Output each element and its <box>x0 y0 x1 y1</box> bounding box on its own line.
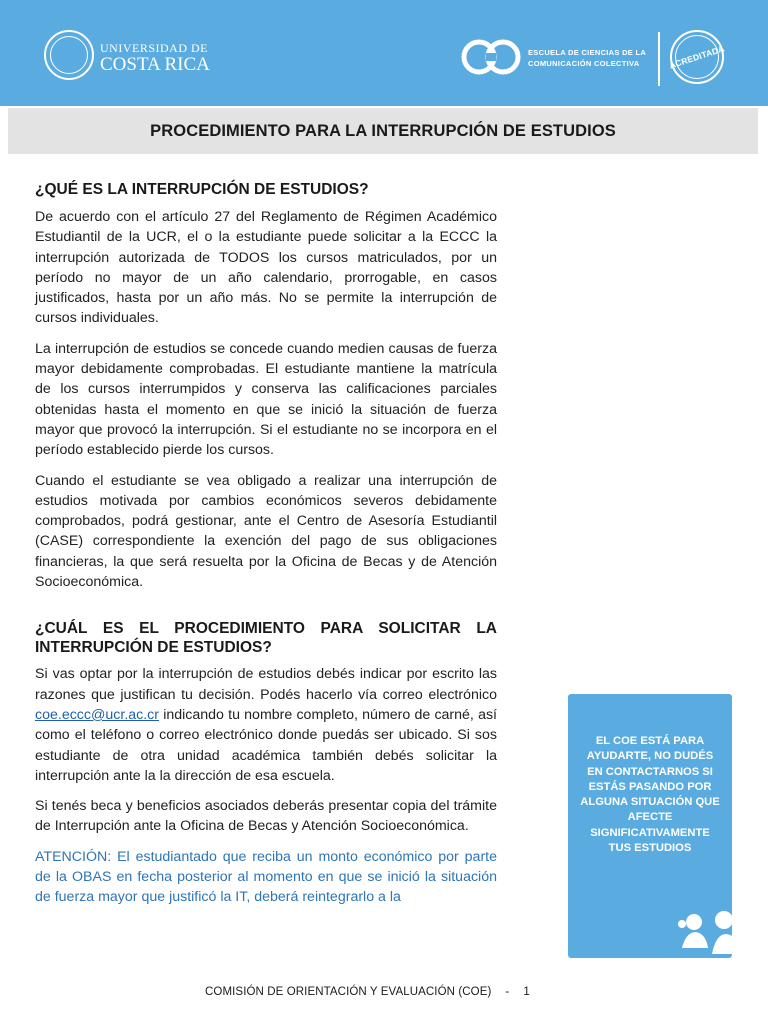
ucr-logo-text <box>100 42 210 74</box>
page-footer <box>205 986 530 998</box>
attention-paragraph: ATENCIÓN: El estudiantado que reciba un monto económico por parte de la OBAS en fecha posterior al momento en que se inició la situación de fuerza mayor que justificó la IT, deberá reintegrarlo a la <box>35 848 497 906</box>
school-name <box>528 47 646 69</box>
footer-text: COMISIÓN DE ORIENTACIÓN Y EVALUACIÓN (COE) <box>205 986 492 998</box>
ucr-name-line1: UNIVERSIDAD DE <box>100 41 208 55</box>
eccc-logo-icon <box>460 38 522 76</box>
page-number: 1 <box>523 986 530 998</box>
section2-paragraph2: Si tenés beca y beneficios asociados deberás presentar copia del trámite de Interrupción ante la Oficina de Becas y Atención Socioeconómica. <box>35 798 497 835</box>
coe-message: EL COE ESTÁ PARA AYUDARTE, NO DUDÉS EN CONTACTARNOS SI ESTÁS PASANDO POR ALGUNA SITUACIÓN QUE AFECTE SIGNIFICATIVAMENTE TUS ESTUDIOS <box>580 735 720 855</box>
title-bar <box>8 108 758 154</box>
school-name-line2: COMUNICACIÓN COLECTIVA <box>528 59 640 68</box>
section2-p1-text-before: Si vas optar por la interrupción de estudios debés indicar por escrito las razones que justifican tu decisión. Podés hacerlo vía correo electrónico <box>35 666 497 703</box>
accreditation-label: ACREDITADA <box>668 43 726 71</box>
section1-heading: ¿QUÉ ES LA INTERRUPCIÓN DE ESTUDIOS? <box>35 181 369 198</box>
section2-p1-text-after: indicando tu nombre completo, número de carné, así como el teléfono o correo electrónico donde puedás ser ubicado. Si sos estudiante de otra unidad académica también debés solicitar la interrupción ante la la dirección de esa escuela. <box>35 706 497 784</box>
ucr-name-line2: COSTA RICA <box>100 54 210 75</box>
accreditation-seal-icon <box>670 30 724 84</box>
main-content <box>35 180 497 908</box>
section2-heading: ¿CUÁL ES EL PROCEDIMIENTO PARA SOLICITAR LA INTERRUPCIÓN DE ESTUDIOS? <box>35 620 497 657</box>
section1-paragraph1: De acuerdo con el artículo 27 del Reglamento de Régimen Académico Estudiantil de la UCR, el o la estudiante puede solicitar a la ECCC la interrupción autorizada de TODOS los cursos matriculados, por un período no mayor de un año calendario, prorrogable, en casos justificados, hasta por un año más. No se permite la interrupción de cursos individuales. <box>35 209 497 327</box>
ucr-seal-icon <box>44 30 94 80</box>
header-banner <box>0 0 768 106</box>
footer-separator: - <box>505 986 510 998</box>
email-link[interactable]: coe.eccc@ucr.ac.cr <box>35 706 160 723</box>
section1-paragraph2: La interrupción de estudios se concede cuando medien causas de fuerza mayor debidamente comprobadas. El estudiante mantiene la matrícula de los cursos interrumpidos y conserva las calificaciones parciales obtenidas hasta el momento en que se inició la situación de fuerza mayor que provocó la interrupción. Si el estudiante no se incorpora en el período establecido pierde los cursos. <box>35 340 497 459</box>
school-name-line1: ESCUELA DE CIENCIAS DE LA <box>528 48 647 57</box>
section1-paragraph3: Cuando el estudiante se vea obligado a realizar una interrupción de estudios motivada por cambios económicos severos debidamente comprobados, podrá gestionar, ante el Centro de Asesoría Estudiantil (CASE) correspondiente la exención del pago de sus obligaciones financieras, la que será resuelta por la Oficina de Becas y de Atención Socioeconómica. <box>35 472 497 591</box>
children-illustration-icon <box>672 904 752 960</box>
page-title: PROCEDIMIENTO PARA LA INTERRUPCIÓN DE ESTUDIOS <box>150 121 616 140</box>
section2-paragraph1 <box>35 664 497 786</box>
header-divider <box>658 32 660 86</box>
